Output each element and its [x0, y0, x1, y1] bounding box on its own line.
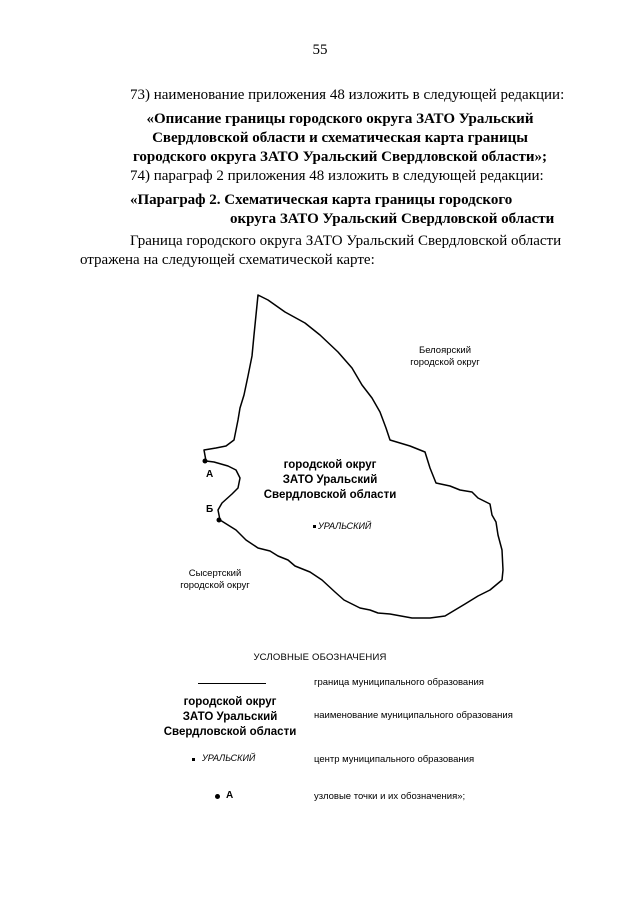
legend-name-sample-line-1: городской округ — [183, 696, 277, 708]
legend-center-sample: УРАЛЬСКИЙ — [202, 753, 256, 763]
municipality-name-line-2: ЗАТО Уральский — [282, 474, 378, 486]
municipality-name-line-1: городской округ — [283, 459, 377, 471]
legend-title: УСЛОВНЫЕ ОБОЗНАЧЕНИЯ — [253, 652, 387, 663]
item-73-text: 73) наименование приложения 48 изложить в следующей редакции: — [130, 87, 565, 103]
appendix-title — [80, 110, 600, 167]
paragraph-title-line-2: округа ЗАТО Уральский Свердловской области — [230, 211, 555, 227]
legend-boundary-line — [198, 683, 266, 684]
legend-name-sample — [155, 695, 305, 740]
item-74-text: 74) параграф 2 приложения 48 изложить в следующей редакции: — [130, 168, 544, 184]
center-label: УРАЛЬСКИЙ — [318, 521, 372, 531]
appendix-title-line-1: «Описание границы городского округа ЗАТО Уральский — [146, 111, 534, 127]
legend-boundary-desc: граница муниципального образования — [314, 677, 484, 688]
legend-center-marker — [192, 758, 195, 761]
page-number: 55 — [312, 42, 328, 58]
point-a-label: А — [206, 469, 214, 480]
legend-center-desc: центр муниципального образования — [314, 754, 475, 765]
point-b-label: Б — [206, 504, 214, 515]
municipality-name-line-3: Свердловской области — [263, 489, 397, 501]
legend-node-sample: А — [226, 790, 234, 801]
legend-node-marker — [215, 794, 220, 799]
body-text-line-1: Граница городского округа ЗАТО Уральский Свердловской области — [130, 233, 562, 249]
neighbor-southwest-label — [165, 568, 265, 592]
neighbor-southwest-type: городской округ — [180, 580, 250, 591]
body-text — [80, 232, 600, 270]
legend-name-sample-line-3: Свердловской области — [163, 726, 297, 738]
neighbor-southwest-name: Сысертский — [188, 568, 242, 579]
legend-node-desc: узловые точки и их обозначения»; — [314, 791, 466, 802]
neighbor-east-name: Белоярский — [418, 345, 472, 356]
municipality-name-label — [255, 458, 405, 503]
appendix-title-line-2: Свердловской области и схематическая карта границы — [152, 130, 528, 146]
legend-name-sample-line-2: ЗАТО Уральский — [182, 711, 278, 723]
legend-name-desc: наименование муниципального образования — [314, 710, 513, 721]
center-marker — [313, 525, 316, 528]
node-point-a — [203, 459, 208, 464]
appendix-title-line-3: городского округа ЗАТО Уральский Свердловской области»; — [132, 149, 548, 165]
paragraph-title — [130, 191, 610, 229]
paragraph-title-line-1: «Параграф 2. Схематическая карта границы городского — [130, 192, 513, 208]
body-text-line-2: отражена на следующей схематической карте: — [80, 252, 375, 268]
neighbor-east-type: городской округ — [410, 357, 480, 368]
node-point-b — [217, 518, 222, 523]
neighbor-east-label — [395, 345, 495, 369]
